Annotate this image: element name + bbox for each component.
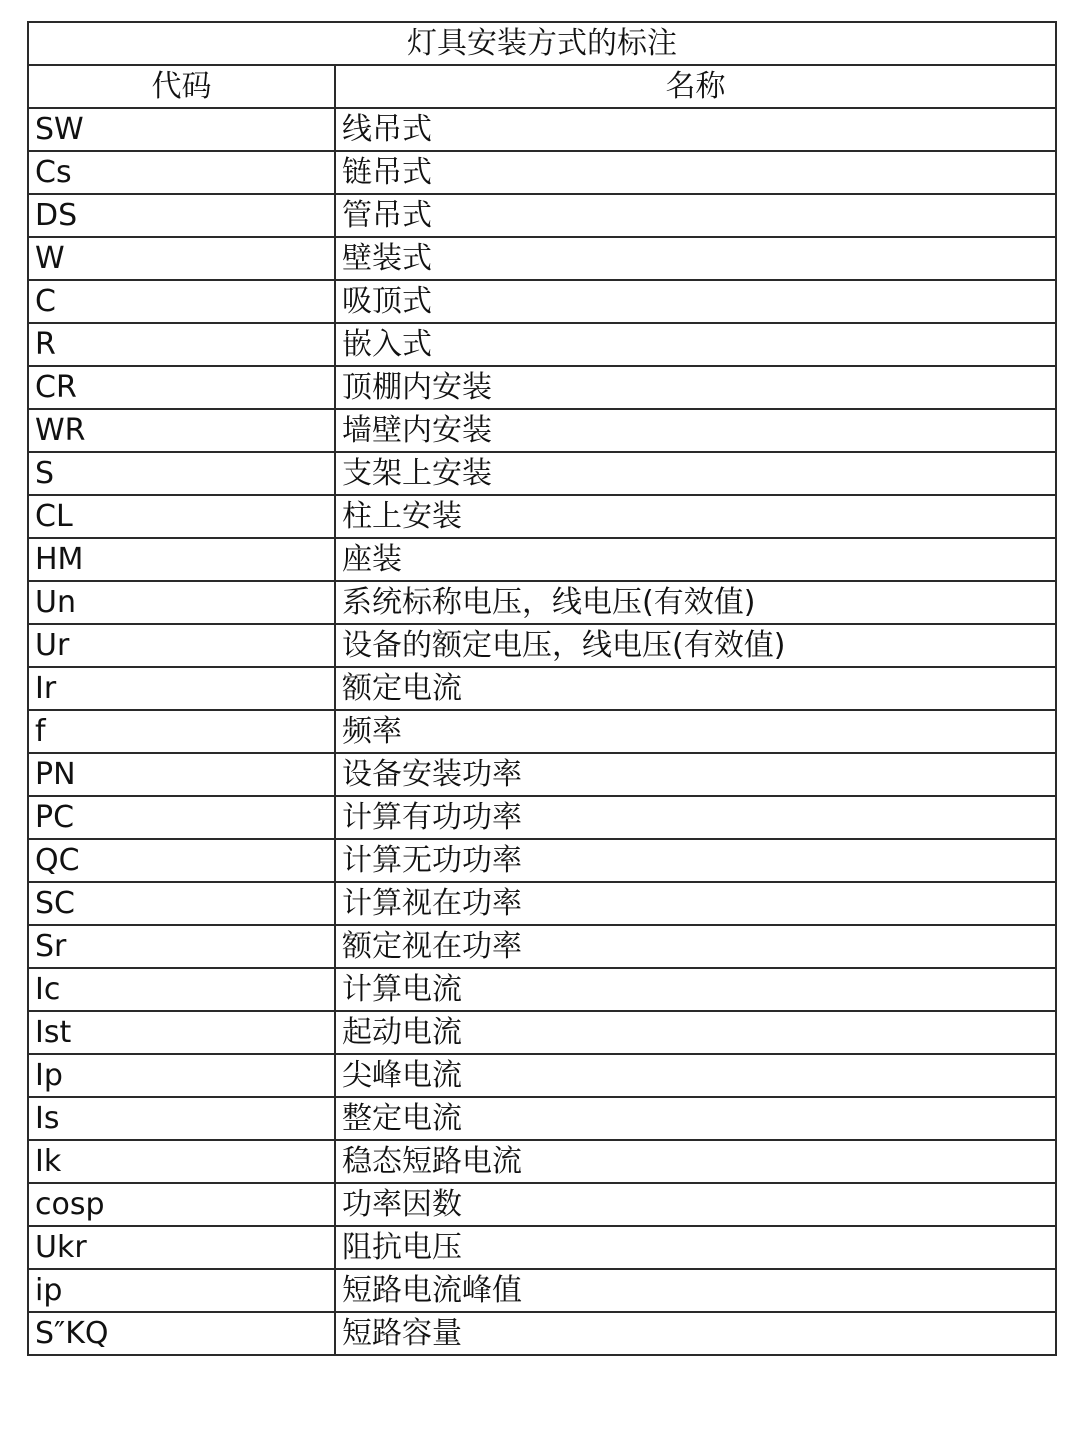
table-row [28, 1226, 1056, 1269]
cell-name: 计算有功功率 [335, 796, 1056, 839]
title-row [28, 22, 1056, 65]
header-row [28, 65, 1056, 108]
table-row [28, 624, 1056, 667]
table-row [28, 409, 1056, 452]
table-row [28, 452, 1056, 495]
cell-name: 管吊式 [335, 194, 1056, 237]
cell-name: 稳态短路电流 [335, 1140, 1056, 1183]
cell-code: W [28, 237, 335, 280]
table-row [28, 796, 1056, 839]
table-row [28, 710, 1056, 753]
cell-code: Ur [28, 624, 335, 667]
table-row [28, 1269, 1056, 1312]
cell-name: 系统标称电压，线电压(有效值) [335, 581, 1056, 624]
table-title: 灯具安装方式的标注 [28, 22, 1056, 65]
table-row [28, 882, 1056, 925]
table-row [28, 968, 1056, 1011]
cell-code: S [28, 452, 335, 495]
cell-name: 整定电流 [335, 1097, 1056, 1140]
table-row [28, 1097, 1056, 1140]
cell-code: Ip [28, 1054, 335, 1097]
table-row [28, 237, 1056, 280]
cell-name: 链吊式 [335, 151, 1056, 194]
cell-code: PC [28, 796, 335, 839]
table-row [28, 323, 1056, 366]
cell-code: Ik [28, 1140, 335, 1183]
header-code: 代码 [28, 65, 335, 108]
table-row [28, 1312, 1056, 1355]
cell-name: 功率因数 [335, 1183, 1056, 1226]
cell-code: f [28, 710, 335, 753]
cell-code: Is [28, 1097, 335, 1140]
cell-code: ip [28, 1269, 335, 1312]
cell-code: QC [28, 839, 335, 882]
cell-name: 座装 [335, 538, 1056, 581]
cell-name: 墙壁内安装 [335, 409, 1056, 452]
cell-code: CR [28, 366, 335, 409]
cell-name: 频率 [335, 710, 1056, 753]
cell-name: 计算无功功率 [335, 839, 1056, 882]
cell-name: 额定视在功率 [335, 925, 1056, 968]
cell-code: WR [28, 409, 335, 452]
table-row [28, 538, 1056, 581]
cell-code: DS [28, 194, 335, 237]
cell-code: Ic [28, 968, 335, 1011]
table-row [28, 108, 1056, 151]
cell-name: 线吊式 [335, 108, 1056, 151]
cell-code: HM [28, 538, 335, 581]
cell-code: SW [28, 108, 335, 151]
cell-code: Ist [28, 1011, 335, 1054]
cell-name: 顶棚内安装 [335, 366, 1056, 409]
cell-name: 起动电流 [335, 1011, 1056, 1054]
cell-name: 计算电流 [335, 968, 1056, 1011]
cell-name: 支架上安装 [335, 452, 1056, 495]
cell-code: cosp [28, 1183, 335, 1226]
table-row [28, 151, 1056, 194]
cell-name: 嵌入式 [335, 323, 1056, 366]
cell-name: 短路电流峰值 [335, 1269, 1056, 1312]
header-name: 名称 [335, 65, 1056, 108]
table-row [28, 667, 1056, 710]
table-body [28, 108, 1056, 1355]
cell-name: 尖峰电流 [335, 1054, 1056, 1097]
lamp-installation-table [27, 21, 1057, 1356]
table-row [28, 1054, 1056, 1097]
cell-name: 壁装式 [335, 237, 1056, 280]
table-row [28, 1140, 1056, 1183]
table-row [28, 495, 1056, 538]
cell-name: 计算视在功率 [335, 882, 1056, 925]
table-row [28, 839, 1056, 882]
cell-name: 额定电流 [335, 667, 1056, 710]
cell-name: 设备的额定电压，线电压(有效值) [335, 624, 1056, 667]
cell-code: R [28, 323, 335, 366]
cell-code: CL [28, 495, 335, 538]
cell-code: Cs [28, 151, 335, 194]
cell-name: 吸顶式 [335, 280, 1056, 323]
cell-code: C [28, 280, 335, 323]
table-row [28, 194, 1056, 237]
cell-code: Un [28, 581, 335, 624]
cell-code: Ukr [28, 1226, 335, 1269]
table-row [28, 280, 1056, 323]
table-row [28, 1183, 1056, 1226]
table-row [28, 925, 1056, 968]
cell-name: 柱上安装 [335, 495, 1056, 538]
cell-code: SC [28, 882, 335, 925]
cell-code: Ir [28, 667, 335, 710]
cell-code: Sr [28, 925, 335, 968]
table-row [28, 753, 1056, 796]
cell-name: 设备安装功率 [335, 753, 1056, 796]
table-row [28, 1011, 1056, 1054]
cell-code: PN [28, 753, 335, 796]
cell-code: S″KQ [28, 1312, 335, 1355]
table-row [28, 581, 1056, 624]
cell-name: 短路容量 [335, 1312, 1056, 1355]
table-row [28, 366, 1056, 409]
cell-name: 阻抗电压 [335, 1226, 1056, 1269]
